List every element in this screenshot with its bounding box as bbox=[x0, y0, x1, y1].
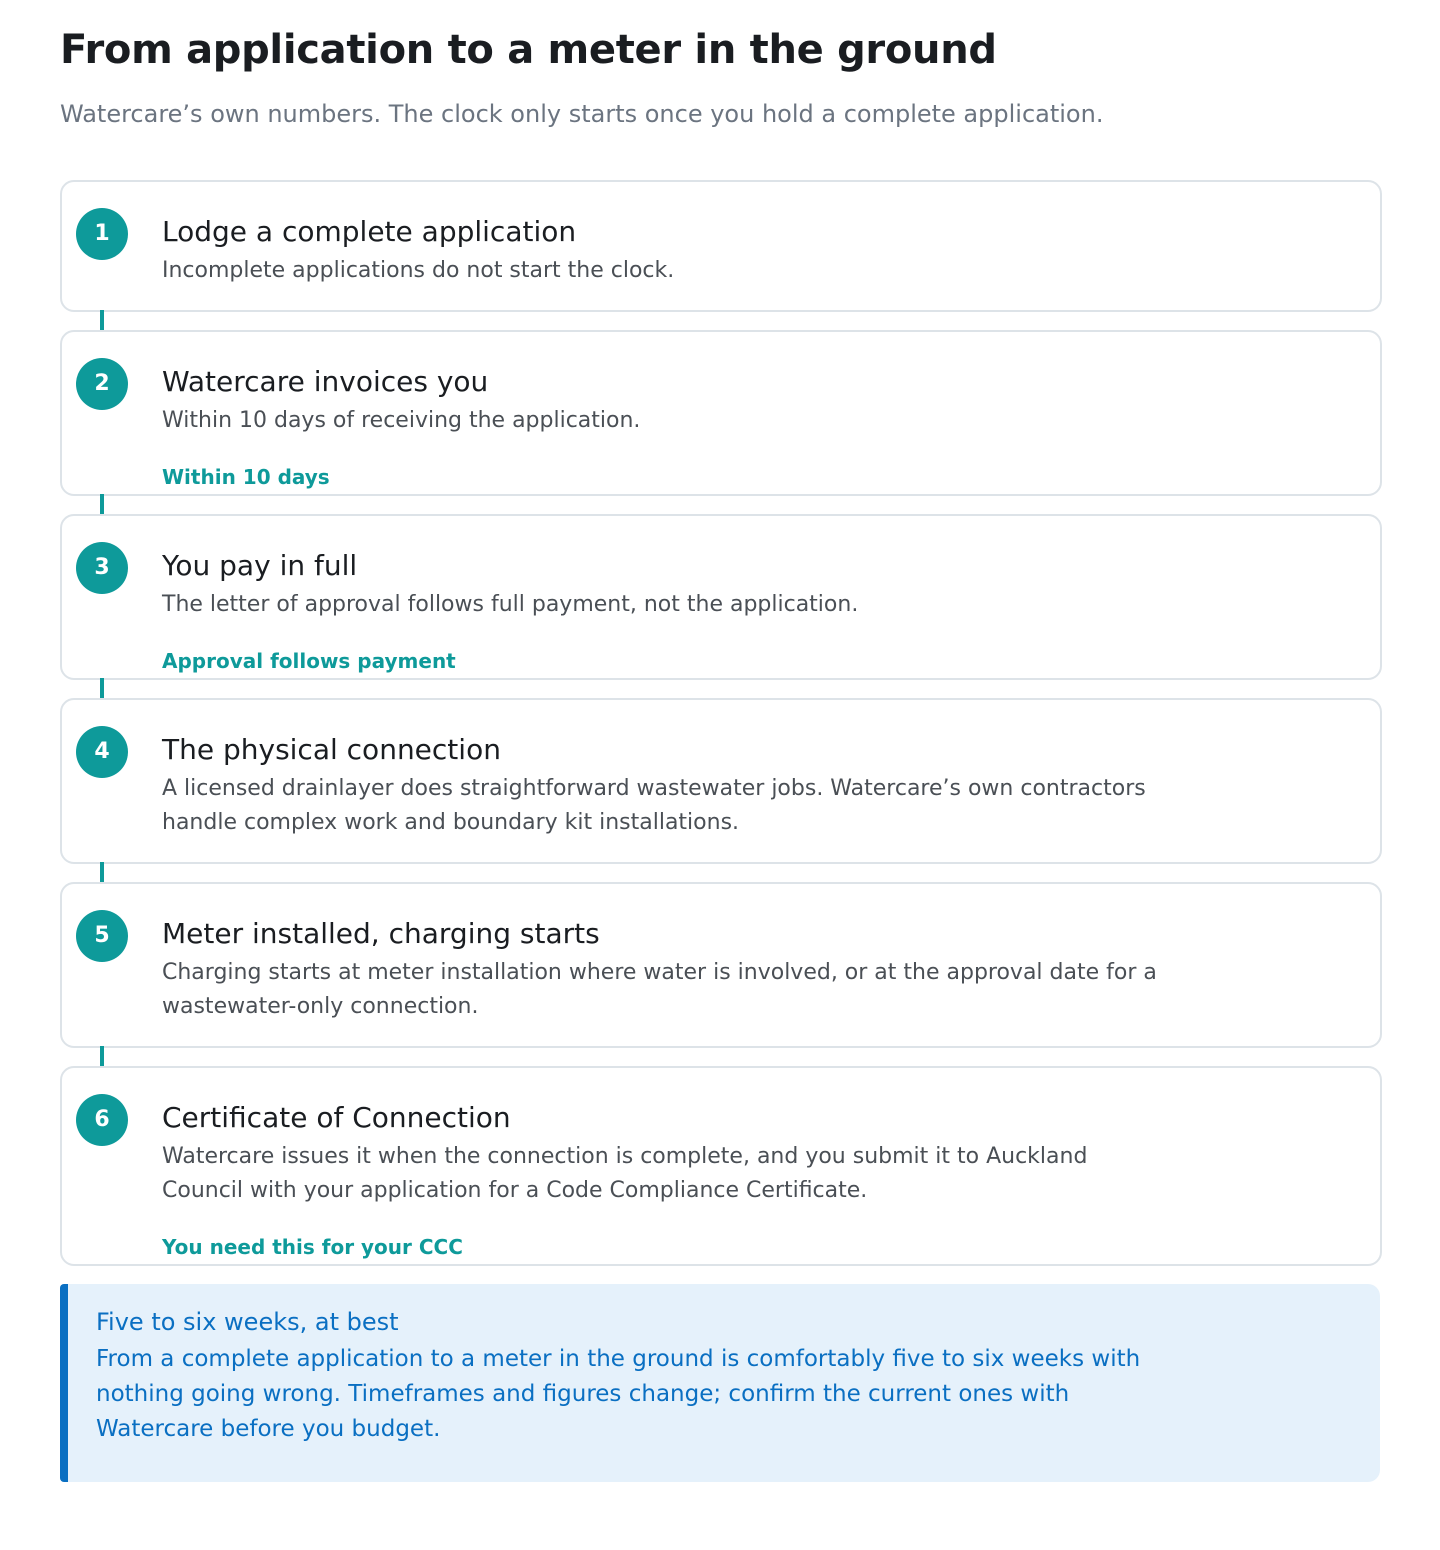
step-description: A licensed drainlayer does straightforward wastewater jobs. Watercare’s own contractors handle complex work and boundary kit installations. bbox=[162, 776, 1146, 835]
timeline-connector bbox=[100, 678, 104, 698]
step-card-6 bbox=[60, 1066, 1382, 1266]
step-card-3 bbox=[60, 514, 1382, 680]
step-title: Meter installed, charging starts bbox=[162, 917, 600, 950]
step-card-4 bbox=[60, 698, 1382, 864]
step-card-1 bbox=[60, 180, 1382, 312]
page-title: From application to a meter in the ground bbox=[60, 27, 997, 73]
step-card-5 bbox=[60, 882, 1382, 1048]
page-subtitle: Watercare’s own numbers. The clock only starts once you hold a complete application. bbox=[60, 100, 1104, 128]
step-title: Certificate of Connection bbox=[162, 1101, 511, 1134]
step-card-2 bbox=[60, 330, 1382, 496]
step-number-badge: 4 bbox=[76, 726, 128, 778]
callout-body: From a complete application to a meter in the ground is comfortably five to six weeks with nothing going wrong. Timeframes and figures change; confirm the current ones with Watercare before you budget. bbox=[96, 1346, 1141, 1442]
step-title: Lodge a complete application bbox=[162, 215, 577, 248]
step-number-badge: 5 bbox=[76, 910, 128, 962]
step-number-badge: 6 bbox=[76, 1094, 128, 1146]
timeframe-callout bbox=[60, 1284, 1380, 1482]
step-description: Incomplete applications do not start the clock. bbox=[162, 258, 675, 283]
step-description: Charging starts at meter installation where water is involved, or at the approval date for a wastewater-only connection. bbox=[162, 960, 1157, 1019]
timeline-connector bbox=[100, 310, 104, 330]
step-title: Watercare invoices you bbox=[162, 365, 489, 398]
step-number-badge: 1 bbox=[76, 208, 128, 260]
step-title: You pay in full bbox=[162, 549, 358, 582]
timeline-connector bbox=[100, 1046, 104, 1066]
steps-timeline bbox=[60, 180, 1382, 1266]
step-tag: You need this for your CCC bbox=[162, 1235, 463, 1259]
timeline-connector bbox=[100, 494, 104, 514]
step-number-badge: 3 bbox=[76, 542, 128, 594]
callout-title: Five to six weeks, at best bbox=[96, 1308, 399, 1336]
step-tag: Within 10 days bbox=[162, 465, 330, 489]
step-description: The letter of approval follows full payment, not the application. bbox=[162, 592, 859, 617]
step-title: The physical connection bbox=[162, 733, 501, 766]
timeline-connector bbox=[100, 862, 104, 882]
step-number-badge: 2 bbox=[76, 358, 128, 410]
step-description: Watercare issues it when the connection is complete, and you submit it to Auckland Council with your application for a Code Compliance Certificate. bbox=[162, 1144, 1088, 1203]
step-tag: Approval follows payment bbox=[162, 649, 456, 673]
step-description: Within 10 days of receiving the application. bbox=[162, 408, 641, 433]
